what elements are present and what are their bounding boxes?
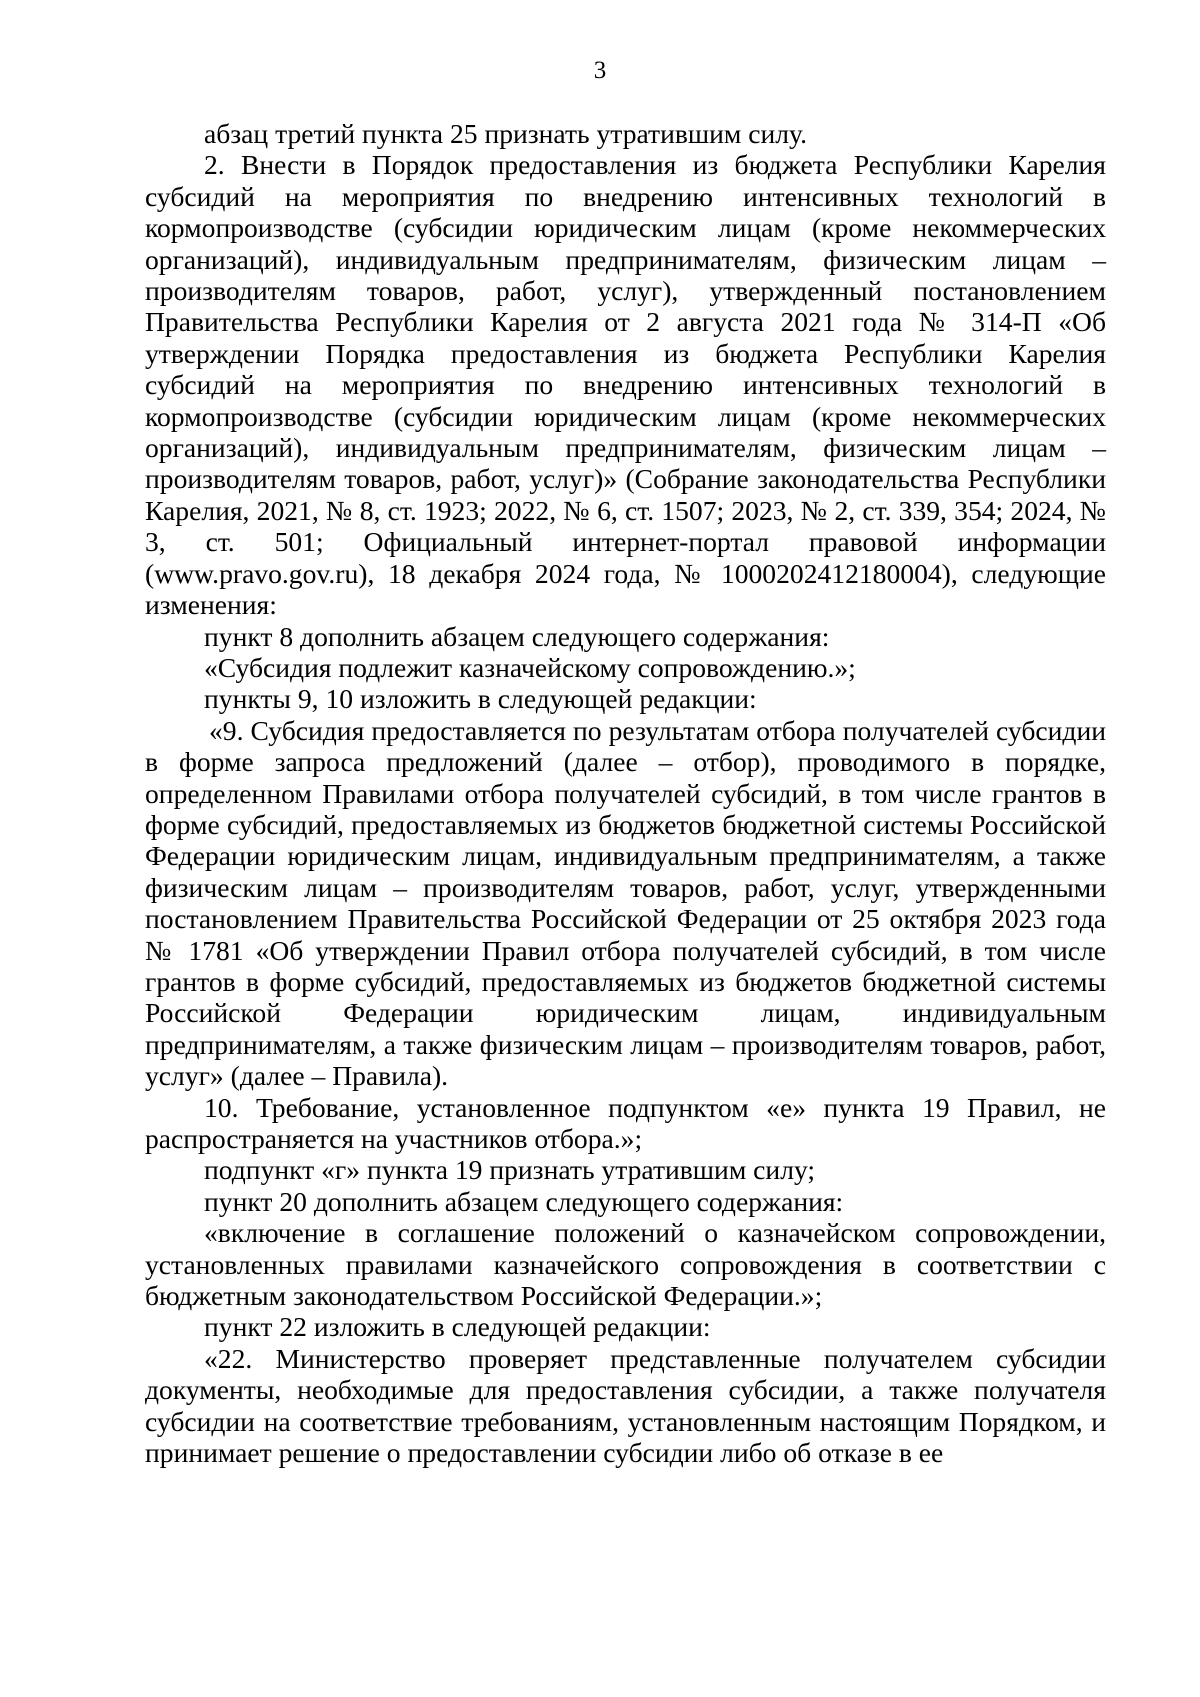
paragraph-item-2: 2. Внести в Порядок предоставления из бюджета Республики Карелия субсидий на мероприятия по внедрению интенсивных технологий в кормопроизводстве (субсидии юридическим лицам (кроме некоммерческих организаций), индивидуальным предпринимателям, физическим лицам – производителям товаров, работ, услуг), утвержденный постановлением Правительства Республики Карелия от 2 августа 2021 года № 314-П «Об утверждении Порядка предоставления из бюджета Республики Карелия субсидий на мероприятия по внедрению интенсивных технологий в кормопроизводстве (субсидии юридическим лицам (кроме некоммерческих организаций), индивидуальным предпринимателям, физическим лицам – производителям товаров, работ, услуг)» (Собрание законодательства Республики Карелия, 2021, № 8, ст. 1923; 2022, № 6, ст. 1507; 2023, № 2, ст. 339, 354; 2024, № 3, ст. 501; Официальный интернет-портал правовой информации (www.pravo.gov.ru), 18 декабря 2024 года, № 1000202412180004), следующие изменения: [145,149,1106,621]
paragraph-subpoint-g-repeal: подпункт «г» пункта 19 признать утратившим силу; [204,1154,816,1186]
paragraph-repeal-25: абзац третий пункта 25 признать утратившим силу. [204,118,807,149]
paragraph-point-20-text: «включение в соглашение положений о казначейском сопровождении, установленных правилами казначейского сопровождения в соответствии с бюджетным законодательством Российской Федерации.»; [145,1217,1106,1312]
paragraph-point-10-text: 10. Требование, установленное подпунктом «е» пункта 19 Правил, не распространяется на участников отбора.»; [145,1091,1106,1154]
paragraph-point-22-intro: пункт 22 изложить в следующей редакции: [204,1311,711,1343]
paragraph-point-9-text: «9. Субсидия предоставляется по результатам отбора получателей субсидии в форме запроса предложений (далее – отбор), проводимого в порядке, определенном Правилами отбора получателей субсидий, в том числе грантов в форме субсидий, предоставляемых из бюджетов бюджетной системы Российской Федерации юридическим лицам, индивидуальным предпринимателям, а также физическим лицам – производителям товаров, работ, услуг, утвержденными постановлением Правительства Российской Федерации от 25 октября 2023 года № 1781 «Об утверждении Правил отбора получателей субсидий, в том числе грантов в форме субсидий, предоставляемых из бюджетов бюджетной системы Российской Федерации юридическим лицам, индивидуальным предпринимателям, а также физическим лицам – производителям товаров, работ, услуг» (далее – Правила). [145,714,1106,1092]
paragraph-point-8-intro: пункт 8 дополнить абзацем следующего содержания: [204,620,830,652]
paragraph-point-20-intro: пункт 20 дополнить абзацем следующего содержания: [204,1185,844,1217]
page-number: 3 [593,57,607,84]
paragraph-point-22-text: «22. Министерство проверяет представленные получателем субсидии документы, необходимые для предоставления субсидии, а также получателя субсидии на соответствие требованиям, установленным настоящим Порядком, и принимает решение о предоставлении субсидии либо об отказе в ее [145,1342,1106,1469]
document-body [145,118,1106,1468]
paragraph-point-8-text: «Субсидия подлежит казначейскому сопровождению.»; [204,651,856,683]
paragraph-points-9-10-intro: пункты 9, 10 изложить в следующей редакции: [204,683,757,715]
